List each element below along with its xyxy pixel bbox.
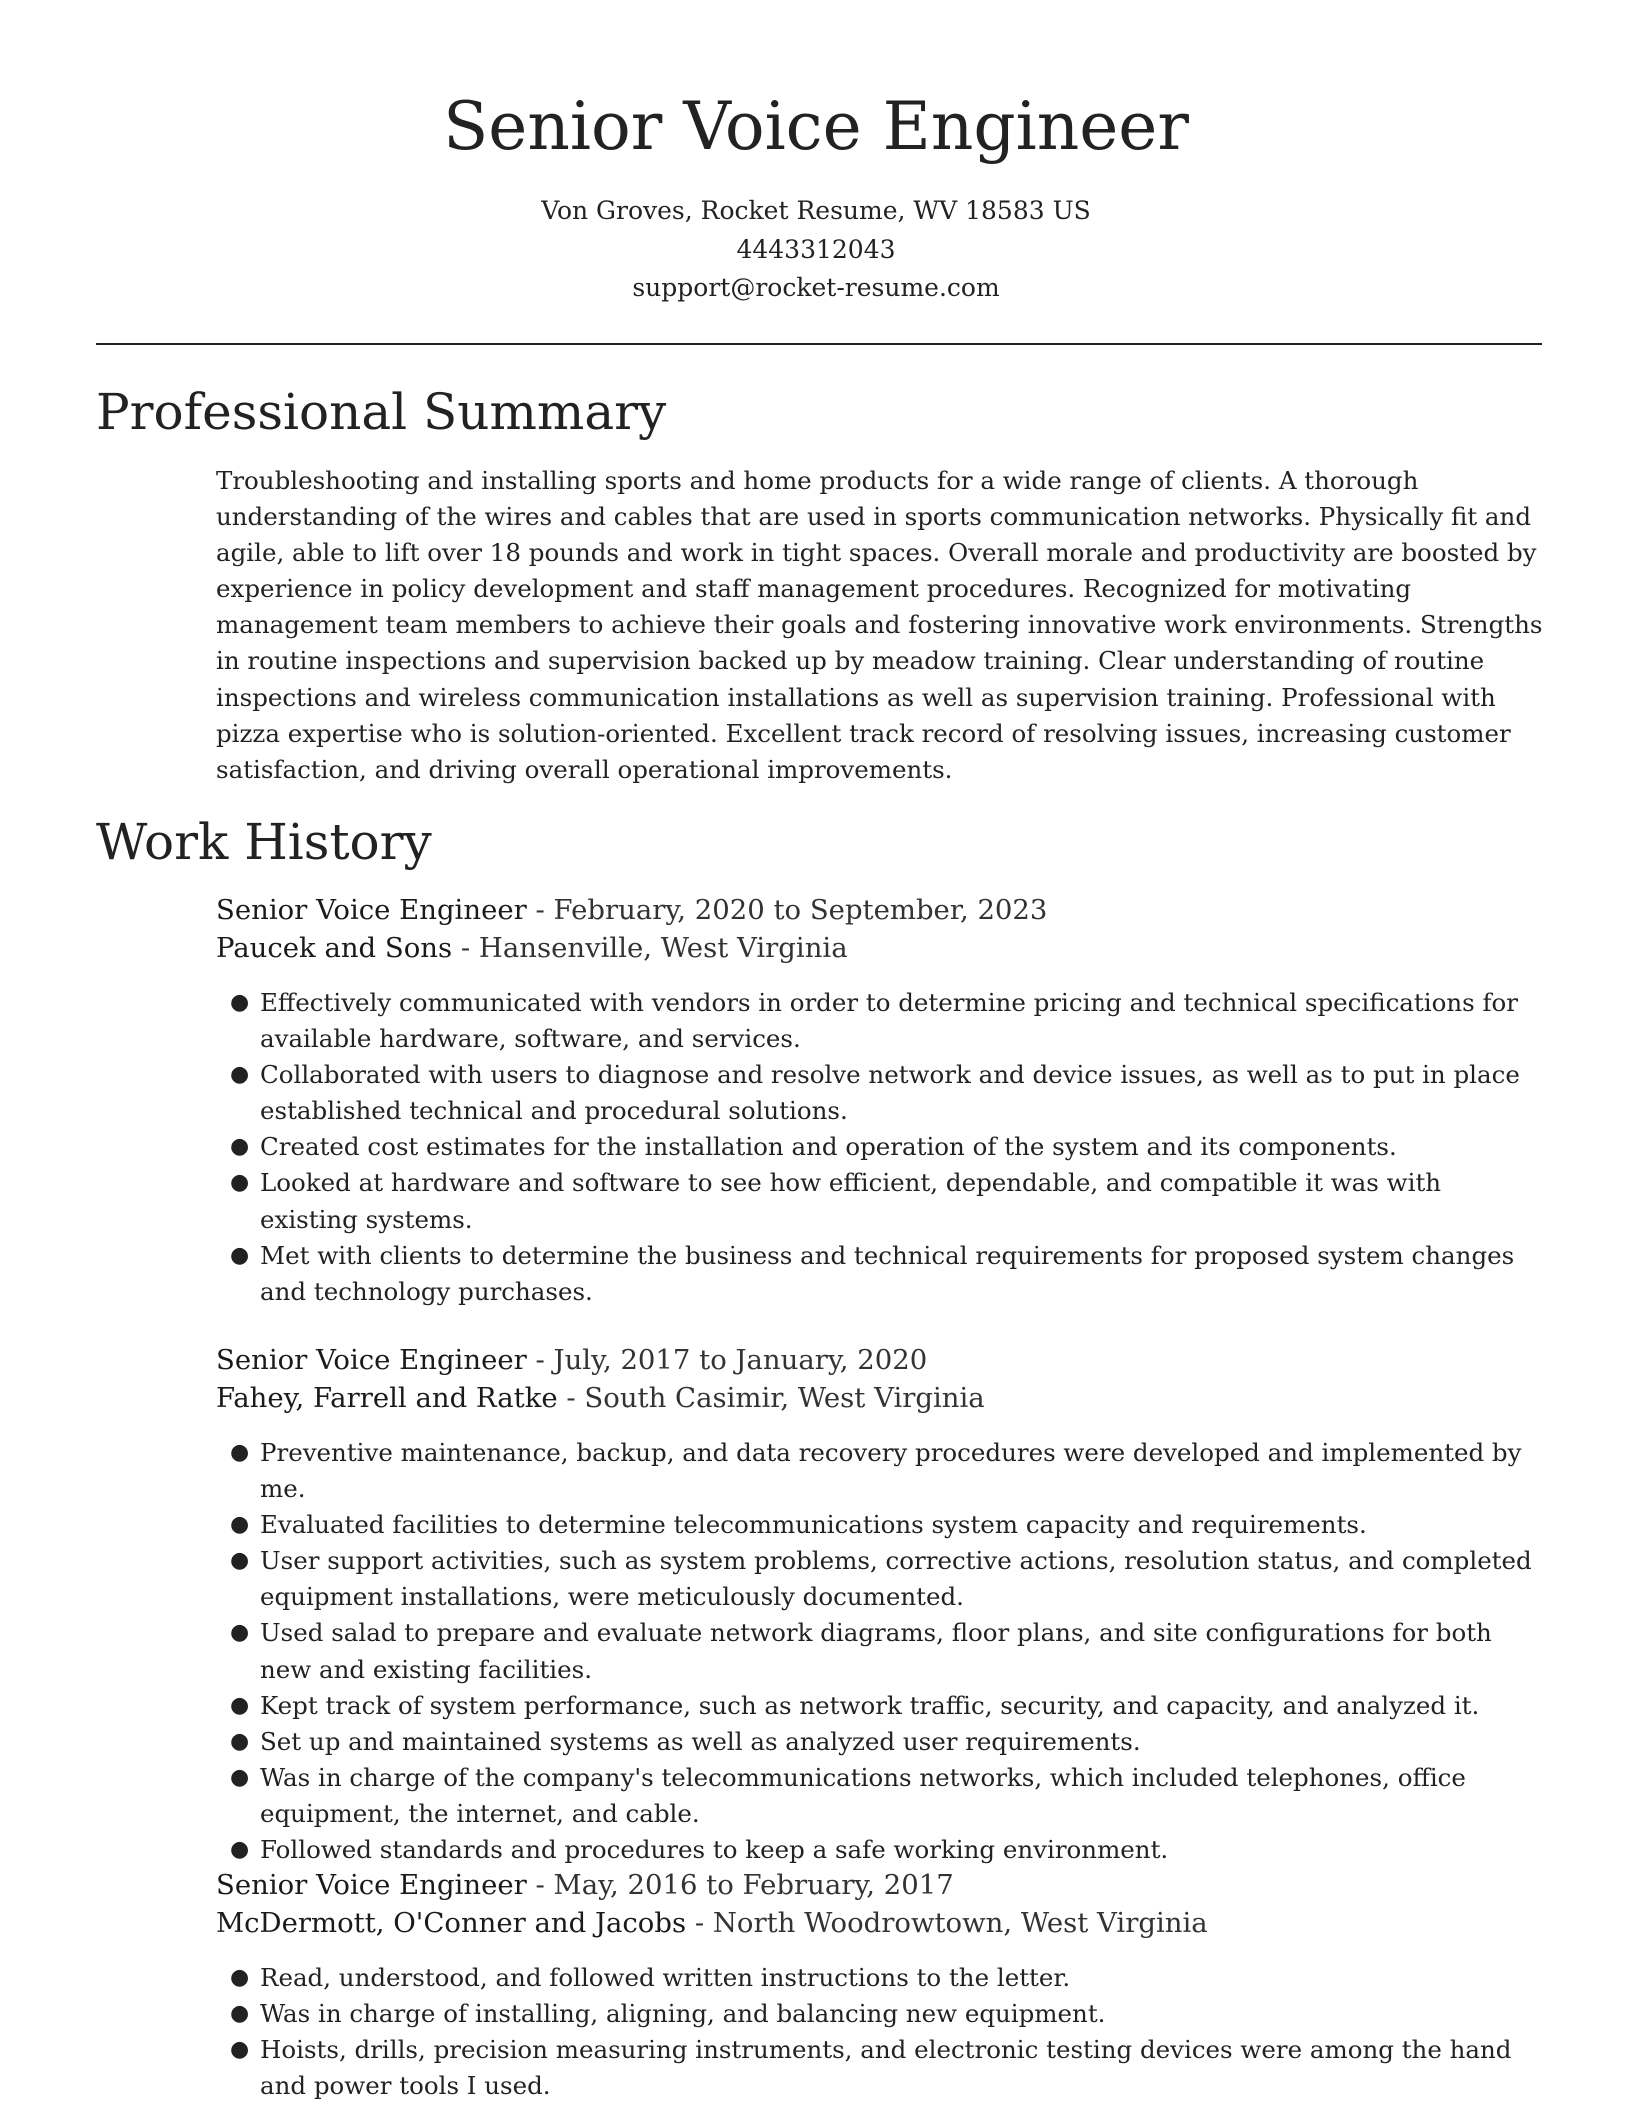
list-item xyxy=(216,1724,1546,1760)
list-item xyxy=(216,985,1546,1057)
bullet-text: Hoists, drills, precision measuring instruments, and electronic testing devices were among the hand and power tools I used. xyxy=(260,2035,1512,2101)
job-dates: - May, 2016 to February, 2017 xyxy=(526,1869,954,1901)
bullet-icon: ● xyxy=(230,1764,250,1790)
job-company-line xyxy=(216,1904,1546,1942)
job-location: - Hansenville, West Virginia xyxy=(452,932,848,964)
bullet-text: Was in charge of installing, aligning, and balancing new equipment. xyxy=(260,1999,1106,2029)
job-title: Senior Voice Engineer xyxy=(216,1344,527,1376)
resume-title: Senior Voice Engineer xyxy=(443,88,1189,165)
list-item xyxy=(216,1057,1546,1129)
job-bullet-list xyxy=(216,1435,1546,1868)
job-company-line xyxy=(216,929,1546,967)
list-item xyxy=(216,1165,1546,1237)
bullet-icon: ● xyxy=(230,990,250,1015)
list-item xyxy=(216,1688,1546,1724)
bullet-icon: ● xyxy=(230,1692,250,1718)
job-title: Senior Voice Engineer xyxy=(216,894,527,926)
job-entry xyxy=(216,1866,1546,2104)
job-location: - North Woodrowtown, West Virginia xyxy=(686,1907,1208,1939)
bullet-text: Looked at hardware and software to see how efficient, dependable, and compatible it was with existing systems. xyxy=(260,1168,1442,1234)
bullet-icon: ● xyxy=(230,1242,250,1268)
work-history-heading: Work History xyxy=(96,813,432,871)
bullet-icon: ● xyxy=(230,1548,250,1574)
job-company: Paucek and Sons xyxy=(216,932,453,964)
bullet-icon: ● xyxy=(230,1170,250,1196)
bullet-text: Followed standards and procedures to keep a safe working environment. xyxy=(260,1835,1169,1865)
list-item xyxy=(216,1507,1546,1543)
bullet-icon: ● xyxy=(230,1134,250,1160)
contact-address: Von Groves, Rocket Resume, WV 18583 US xyxy=(541,196,1091,225)
job-entry xyxy=(216,891,1546,1310)
bullet-icon: ● xyxy=(230,1062,250,1088)
list-item xyxy=(216,1129,1546,1165)
list-item xyxy=(216,1996,1546,2032)
list-item xyxy=(216,1238,1546,1310)
bullet-text: Used salad to prepare and evaluate network diagrams, floor plans, and site configurations for both new and existing facilities. xyxy=(260,1618,1492,1684)
contact-block xyxy=(0,192,1632,308)
job-title: Senior Voice Engineer xyxy=(216,1869,527,1901)
job-entry xyxy=(216,1341,1546,1868)
summary-heading: Professional Summary xyxy=(96,383,667,441)
header-divider xyxy=(96,343,1542,345)
list-item xyxy=(216,1760,1546,1832)
bullet-text: Read, understood, and followed written instructions to the letter. xyxy=(260,1963,1071,1992)
list-item xyxy=(216,1435,1546,1507)
bullet-icon: ● xyxy=(230,1728,250,1754)
job-dates: - February, 2020 to September, 2023 xyxy=(526,894,1048,926)
bullet-text: Was in charge of the company's telecommunications networks, which included telephones, office equipment, the internet, and cable. xyxy=(260,1762,1466,1828)
bullet-text: Effectively communicated with vendors in order to determine pricing and technical specifications for available hardware, software, and services. xyxy=(260,988,1519,1054)
bullet-text: Evaluated facilities to determine telecommunications system capacity and requirements. xyxy=(260,1510,1367,1540)
bullet-icon: ● xyxy=(230,1965,250,1990)
job-bullet-list xyxy=(216,985,1546,1310)
bullet-icon: ● xyxy=(230,1440,250,1465)
bullet-icon: ● xyxy=(230,1620,250,1646)
job-title-line xyxy=(216,1866,1546,1904)
job-title-line xyxy=(216,1341,1546,1379)
bullet-icon: ● xyxy=(230,2037,250,2063)
contact-phone: 4443312043 xyxy=(736,234,896,264)
bullet-text: Met with clients to determine the business and technical requirements for proposed system changes and technology purchases. xyxy=(260,1240,1515,1306)
list-item xyxy=(216,1543,1546,1615)
list-item xyxy=(216,1615,1546,1687)
bullet-text: Kept track of system performance, such as network traffic, security, and capacity, and analyzed it. xyxy=(260,1690,1480,1720)
job-company: McDermott, O'Conner and Jacobs xyxy=(216,1907,687,1939)
summary-text: Troubleshooting and installing sports and home products for a wide range of clients. A thorough understanding of the wires and cables that are used in sports communication networks. Physically fit and agile, able to lift over 18 pounds and work in tight spaces. Overall morale and productivity are boosted by experience in policy development and staff management procedures. Recognized for motivating management team members to achieve their goals and fostering innovative work environments. Strengths in routine inspections and supervision backed up by meadow training. Clear understanding of routine inspections and wireless communication installations as well as supervision training. Professional with pizza expertise who is solution-oriented. Excellent track record of resolving issues, increasing customer satisfaction, and driving overall operational improvements. xyxy=(216,466,1543,784)
job-location: - South Casimir, West Virginia xyxy=(557,1382,985,1414)
bullet-text: Preventive maintenance, backup, and data recovery procedures were developed and implemented by me. xyxy=(260,1438,1522,1504)
list-item xyxy=(216,2032,1546,2104)
bullet-icon: ● xyxy=(230,2001,250,2027)
bullet-text: Set up and maintained systems as well as analyzed user requirements. xyxy=(260,1726,1141,1756)
bullet-icon: ● xyxy=(230,1837,250,1863)
bullet-text: Collaborated with users to diagnose and resolve network and device issues, as well as to put in place established technical and procedural solutions. xyxy=(260,1060,1520,1126)
job-company-line xyxy=(216,1379,1546,1417)
contact-email: support@rocket-resume.com xyxy=(632,273,1000,302)
job-title-line xyxy=(216,891,1546,929)
bullet-text: Created cost estimates for the installation and operation of the system and its components. xyxy=(260,1132,1397,1162)
list-item xyxy=(216,1832,1546,1868)
job-bullet-list xyxy=(216,1960,1546,2104)
job-dates: - July, 2017 to January, 2020 xyxy=(526,1344,928,1376)
job-company: Fahey, Farrell and Ratke xyxy=(216,1382,558,1414)
list-item xyxy=(216,1960,1546,1996)
bullet-text: User support activities, such as system problems, corrective actions, resolution status, and completed equipment installations, were meticulously documented. xyxy=(260,1546,1532,1612)
bullet-icon: ● xyxy=(230,1512,250,1538)
